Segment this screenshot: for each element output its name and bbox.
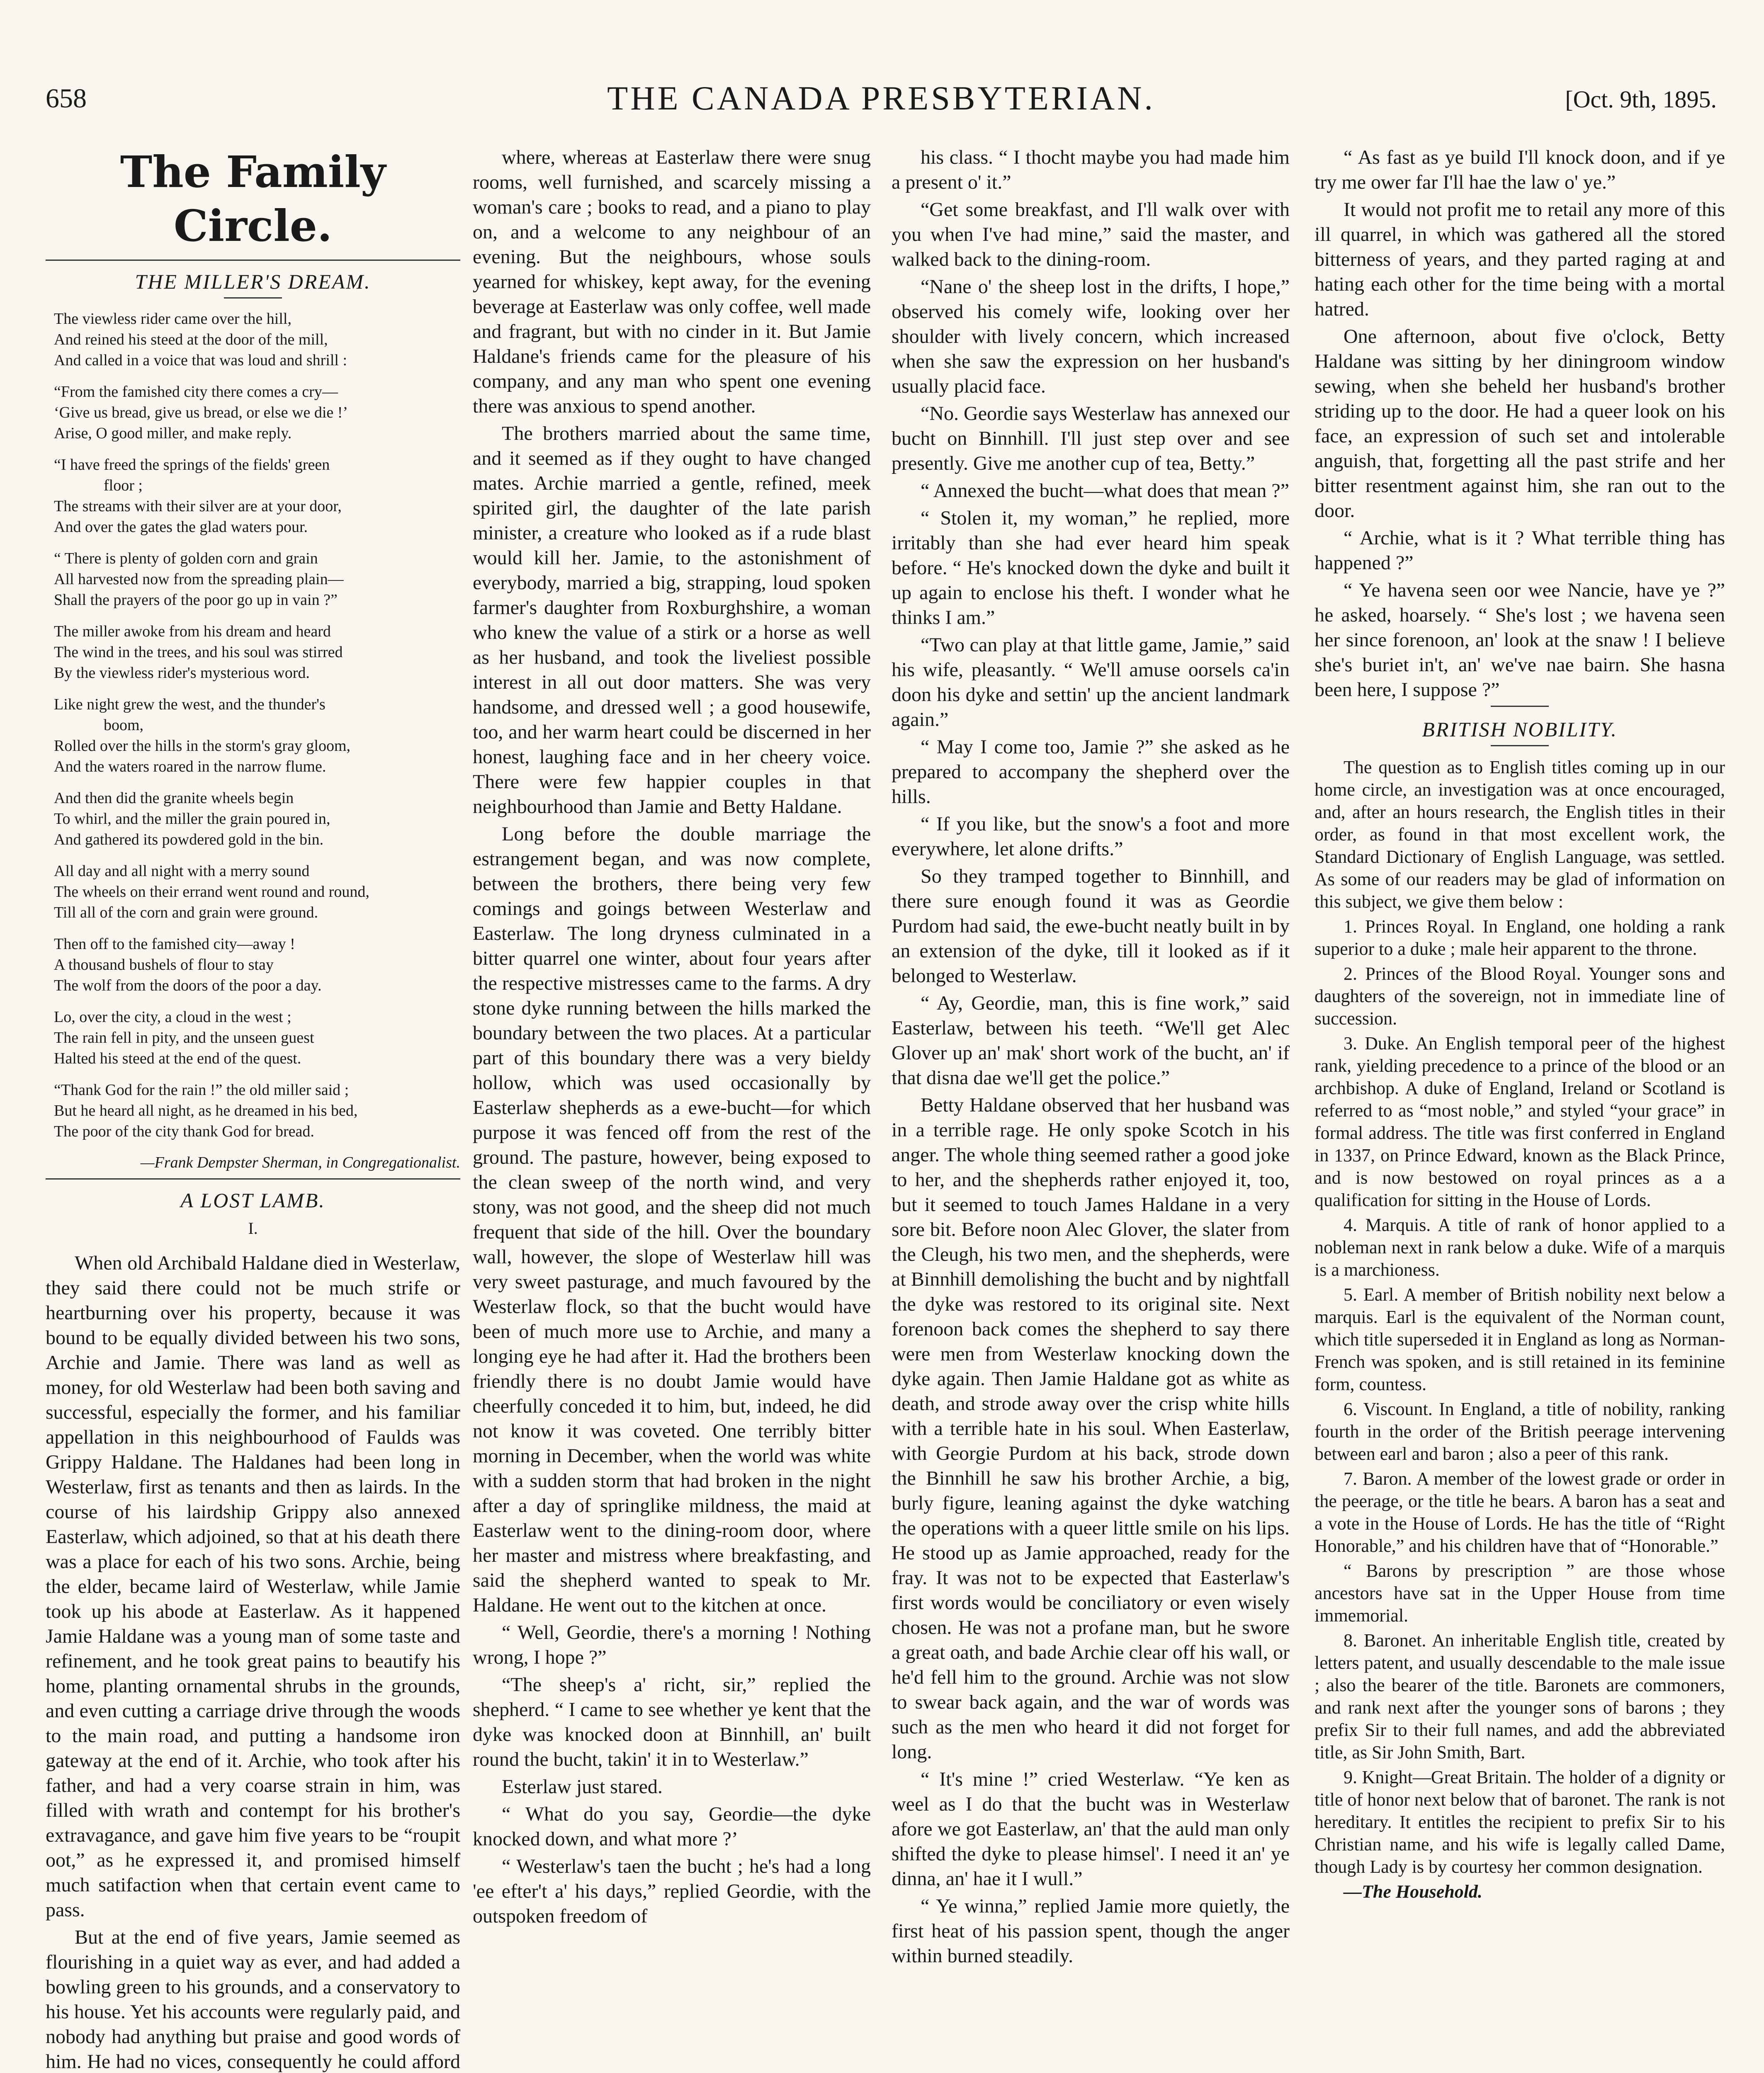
story-paragraph: “ Well, Geordie, there's a morning ! Nothing wrong, I hope ?”	[473, 1622, 871, 1668]
poem-line: And gathered its powdered gold in the bin.	[54, 831, 324, 848]
poem-stanza	[54, 454, 460, 537]
nobility-intro: The question as to English titles coming up in our home circle, an investigation was at once encouraged, and, after an hours research, the English titles in their order, as found in that most excellent work, the Standard Dictionary of English Language, was settled. As some of our readers may be glad of information on this subject, we give them below :	[1314, 757, 1725, 912]
poem-stanza	[54, 861, 460, 923]
nobility-item: 5. Earl. A member of British nobility next below a marquis. Earl is the equivalent of the Norman count, which title superseded it in England as long as Norman-French was spoken, and is still retained in its feminine form, countess.	[1314, 1284, 1725, 1394]
poem-line: The wheels on their errand went round and round,	[54, 883, 369, 901]
story-paragraph: “ What do you say, Geordie—the dyke knocked down, and what more ?’	[473, 1803, 871, 1850]
poem-line: Till all of the corn and grain were ground.	[54, 904, 318, 921]
poem-line: And called in a voice that was loud and shrill :	[54, 352, 347, 369]
story-paragraph: Betty Haldane observed that her husband was in a terrible rage. He only spoke Scotch in his anger. The whole thing seemed rather a good joke to her, and the shepherds rather enjoyed it, too, but it seemed to touch James Haldane in a very sore bit. Before noon Alec Glover, the slater from the Cleugh, his two men, and the shepherds, were at Binnhill demolishing the bucht and by nightfall the dyke was restored to its original site. Next forenoon back comes the shepherd to say there were men from Westerlaw knocking down the dyke again. Then Jamie Haldane got as white as death, and strode away over the crisp white hills with a terrible hate in his soul. When Easterlaw, with Georgie Purdom at his back, strode down the Binnhill he saw his brother Archie, a big, burly figure, leaning against the dyke watching the operations with a queer little smile on his lips. He stood up as Jamie approached, ready for the fray. It was not to be expected that Easterlaw's first words would be conciliatory or even wisely chosen. He was not a profane man, but he swore a great oath, and bade Archie clear off his wall, or he'd fell him to the ground. Archie was not slow to swear back again, and the war of words was such as the men who heard it did not forget for long.	[892, 1094, 1290, 1763]
story-paragraph: “No. Geordie says Westerlaw has annexed our bucht on Binnhill. I'll just step over and see presently. Give me another cup of tea, Betty.”	[892, 403, 1290, 474]
nobility-source: —The Household.	[1344, 1881, 1482, 1902]
poem-attribution: —Frank Dempster Sherman, in Congregationalist.	[140, 1154, 460, 1171]
poem-line: floor ;	[104, 477, 143, 494]
issue-date: [Oct. 9th, 1895.	[1565, 86, 1717, 113]
chapter-number: I.	[248, 1219, 258, 1238]
poem-stanza	[54, 548, 460, 610]
story-text-col1	[46, 1251, 460, 2073]
divider	[46, 260, 460, 261]
poem-line: Shall the prayers of the poor go up in vain ?”	[54, 591, 338, 609]
divider	[1491, 706, 1549, 707]
page-header	[46, 79, 1717, 129]
story-paragraph: Esterlaw just stared.	[502, 1776, 663, 1798]
poem-line: Like night grew the west, and the thunder's	[54, 696, 326, 713]
story-paragraph: “ It's mine !” cried Westerlaw. “Ye ken as weel as I do that the bucht was in Westerlaw afore we got Easterlaw, an' that the auld man only shifted the dyke to please himsel'. I need it an' ye dinna, an' hae it I wull.”	[892, 1768, 1290, 1890]
poem-stanza	[54, 621, 460, 683]
nobility-item: 2. Princes of the Blood Royal. Younger sons and daughters of the sovereign, not in immediate line of succession.	[1314, 964, 1725, 1029]
column-1	[46, 145, 460, 2073]
poem-line: The wind in the trees, and his soul was stirred	[54, 643, 343, 661]
nobility-item: 8. Baronet. An inheritable English title, created by letters patent, and usually descendable to the male issue ; also the bearer of the title. Baronets are commoners, and rank next after the younger sons of barons ; they prefix Sir to their full names, and add the abbreviated title, as Sir John Smith, Bart.	[1314, 1630, 1725, 1762]
story-paragraph: But at the end of five years, Jamie seemed as flourishing in a quiet way as ever, and had added a bowling green to his grounds, and a conservatory to his house. Yet his accounts were regularly paid, and nobody had anything but praise and good words of him. He had no vices, consequently he could afford	[46, 1926, 460, 2073]
poem-line: Halted his steed at the end of the quest.	[54, 1050, 301, 1067]
poem-line: The miller awoke from his dream and heard	[54, 623, 331, 640]
poem-line: The viewless rider came over the hill,	[54, 310, 292, 328]
poem-line: The poor of the city thank God for bread.	[54, 1123, 314, 1140]
poem-stanza	[54, 1080, 460, 1142]
poem-line: The wolf from the doors of the poor a day.	[54, 977, 322, 994]
story-paragraph: It would not profit me to retail any more of this ill quarrel, in which was gathered all the stored bitterness of years, and they parted raging at and hating each other for the time being with a mortal hatred.	[1314, 199, 1725, 320]
story-paragraph: his class. “ I thocht maybe you had made him a present o' it.”	[892, 146, 1290, 193]
poem-line: “From the famished city there comes a cry—	[54, 383, 338, 401]
story-paragraph: “ Ye winna,” replied Jamie more quietly, the first heat of his passion spent, though the anger within burned steadily.	[892, 1895, 1290, 1967]
nobility-item: 7. Baron. A member of the lowest grade or order in the peerage, or the title he bears. A baron has a seat and a vote in the House of Lords. He has the title of “Right Honorable,” and his children have that of “Honorable.”	[1314, 1469, 1725, 1556]
story-paragraph: “ Westerlaw's taen the bucht ; he's had a long 'ee efter't a' his days,” replied Geordie, with the outspoken freedom of	[473, 1855, 871, 1927]
story-paragraph: When old Archibald Haldane died in Westerlaw, they said there could not be much strife or heartburning over his property, because it was bound to be equally divided between his two sons, Archie and Jamie. There was land as well as money, for old Westerlaw had been both saving and successful, especially the former, and his familiar appellation in this neighbourhood of Faulds was Grippy Haldane. The Haldanes had been long in Westerlaw, first as tenants and then as lairds. In the course of his lairdship Grippy also annexed Easterlaw, which adjoined, so that at his death there was a place for each of his two sons. Archie, being the elder, became laird of Westerlaw, while Jamie took up his abode at Easterlaw. As it happened Jamie Haldane was a young man of some taste and refinement, and he took great pains to beautify his home, planting ornamental shrubs in the grounds, and even cutting a carriage drive through the woods to the main road, and putting a handsome iron gateway at the end of it. Archie, who took after his father, and had a very coarse strain in him, was filled with wrath and contempt for his brother's extravagance, and gave him five years to be “roupit oot,” as he expressed it, and promised himself much satifaction when that certain event came to pass.	[46, 1252, 460, 1921]
nobility-item: 3. Duke. An English temporal peer of the highest rank, yielding precedence to a prince of the blood or an archbishop. A duke of England, Ireland or Scotland is referred to as “most noble,” and styled “your grace” in formal address. The title was first conferred in England in 1337, on Prince Edward, known as the Black Prince, and is now bestowed on royal princes as a a qualification for sitting in the House of Lords.	[1314, 1033, 1725, 1210]
poem-line: By the viewless rider's mysterious word.	[54, 664, 310, 682]
nobility-title: BRITISH NOBILITY.	[1422, 718, 1618, 741]
poem-line: But he heard all night, as he dreamed in his bed,	[54, 1102, 358, 1119]
nobility-item: 4. Marquis. A title of rank of honor applied to a nobleman next in rank below a duke. Wife of a marquis is a marchioness.	[1314, 1215, 1725, 1280]
poem-line: boom,	[104, 716, 144, 734]
story-paragraph: “Get some breakfast, and I'll walk over with you when I've had mine,” said the master, and walked back to the dining-room.	[892, 199, 1290, 270]
column-4	[1314, 145, 1725, 1906]
poem-line: All harvested now from the spreading plain—	[54, 570, 344, 588]
poem-line: And then did the granite wheels begin	[54, 789, 294, 807]
nobility-list	[1314, 915, 1725, 1878]
story-paragraph: “ Ye havena seen oor wee Nancie, have ye ?” he asked, hoarsely. “ She's lost ; we havena seen her since forenoon, an' look at the snaw ! I believe she's buriet in't, an' we've nae bairn. She hasna been here, I suppose ?”	[1314, 579, 1725, 701]
story-paragraph: “ As fast as ye build I'll knock doon, and if ye try me ower far I'll hae the law o' ye.”	[1314, 146, 1725, 193]
poem-line: And over the gates the glad waters pour.	[54, 518, 308, 536]
poem-stanza	[54, 694, 460, 777]
story-paragraph: “Two can play at that little game, Jamie,” said his wife, pleasantly. “ We'll amuse oorsels ca'in doon his dyke and settin' up the ancient landmark again.”	[892, 634, 1290, 731]
story-paragraph: The brothers married about the same time, and it seemed as if they ought to have changed mates. Archie married a gentle, refined, meek spirited girl, the daughter of the late parish minister, a creature who looked as if a rude blast would kill her. Jamie, to the astonishment of everybody, married a big, strapping, loud spoken farmer's daughter from Roxburghshire, a woman who knew the value of a stirk or a horse as well as her husband, and took the liveliest possible interest in all out door matters. She was very handsome, and dressed well ; a good housewife, too, and her warm heart could be discerned in her honest, laughing face and in her cheery voice. There were few happier couples in that neighbourhood than Jamie and Betty Haldane.	[473, 422, 871, 818]
nobility-item: “ Barons by prescription ” are those whose ancestors have sat in the Upper House from time immemorial.	[1314, 1561, 1725, 1626]
story-text-col2	[473, 145, 871, 1931]
divider	[46, 1178, 460, 1180]
story-paragraph: Long before the double marriage the estrangement began, and was now complete, between the brothers, there being very few comings and goings between Westerlaw and Easterlaw. The long dryness culminated in a bitter quarrel one winter, about four years after the respective mistresses came to the farms. A dry stone dyke running between the hills marked the boundary between the two places. At a particular part of this boundary there was a very bieldy hollow, which was used occasionally by Easterlaw shepherds as a ewe-bucht—for which purpose it was fenced off from the rest of the ground. The pasture, however, being exposed to the clean sweep of the north wind, and very stony, was not good, and the sheep did not much frequent that side of the hill. Over the boundary wall, however, the slope of Westerlaw hill was very sweet pasturage, and much favoured by the Westerlaw flock, so that the bucht would have been of much more use to Archie, and many a longing eye he had after it. Had the brothers been friendly there is no doubt Jamie would have cheerfully conceded it to him, but, indeed, he did not know it was coveted. One terribly bitter morning in December, when the world was white with a sudden storm that had broken in the night after a day of springlike mildness, the maid at Easterlaw went to the dining-room door, where her master and mistress where breakfasting, and said the shepherd wanted to speak to Mr. Haldane. He went out to the kitchen at once.	[473, 823, 871, 1616]
poem-line: Arise, O good miller, and make reply.	[54, 425, 292, 442]
poem-line: “I have freed the springs of the fields' green	[54, 456, 330, 473]
story-text-col3	[892, 145, 1290, 1971]
poem-line: “ There is plenty of golden corn and grain	[54, 550, 318, 567]
poem-line: Lo, over the city, a cloud in the west ;	[54, 1008, 292, 1026]
poem-line: All day and all night with a merry sound	[54, 862, 310, 880]
family-circle-title: The Family Circle.	[120, 146, 386, 251]
divider	[1491, 745, 1549, 746]
poem-line: “Thank God for the rain !” the old miller said ;	[54, 1081, 349, 1099]
poem-line: Then off to the famished city—away !	[54, 935, 295, 953]
story-paragraph: “ Stolen it, my woman,” he replied, more irritably than she had ever heard him speak before. “ He's knocked down the dyke and built it up again to enclose his theft. I wonder what he thinks I am.”	[892, 507, 1290, 629]
poem-line: Rolled over the hills in the storm's gray gloom,	[54, 737, 351, 755]
story-paragraph: “ If you like, but the snow's a foot and more everywhere, let alone drifts.”	[892, 813, 1290, 860]
poem-line: And reined his steed at the door of the mill,	[54, 331, 328, 348]
story-paragraph: “ Archie, what is it ? What terrible thing has happened ?”	[1314, 527, 1725, 574]
nobility-item: 6. Viscount. In England, a title of nobility, ranking fourth in the order of the British peerage intervening between earl and baron ; also a peer of this rank.	[1314, 1399, 1725, 1464]
poem-line: To whirl, and the miller the grain poured in,	[54, 810, 330, 828]
story-title: A LOST LAMB.	[180, 1189, 326, 1212]
story-paragraph: “ May I come too, Jamie ?” she asked as he prepared to accompany the shepherd over the hills.	[892, 736, 1290, 808]
poem-line: A thousand bushels of flour to stay	[54, 956, 274, 973]
divider	[224, 297, 282, 299]
poem-stanza	[54, 1007, 460, 1069]
story-text-col4	[1314, 145, 1725, 702]
story-paragraph: where, whereas at Easterlaw there were snug rooms, well furnished, and scarcely missing a woman's care ; books to read, and a piano to play on, and a welcome to any neighbour of an evening. But the neighbours, whose souls yearned for whiskey, kept away, for the evening beverage at Easterlaw was only coffee, well made and fragrant, but with no cinder in it. But Jamie Haldane's friends came for the pleasure of his company, and any man who spent one evening there was anxious to spend another.	[473, 146, 871, 417]
poem-line: The rain fell in pity, and the unseen guest	[54, 1029, 314, 1046]
poem-line: ‘Give us bread, give us bread, or else we die !’	[54, 404, 348, 421]
story-paragraph: One afternoon, about five o'clock, Betty Haldane was sitting by her diningroom window sewing, when she beheld her husband's brother striding up to the door. He had a queer look on his face, an expression of such set and intolerable anguish, that, forgetting all the past strife and her bitter resentment against him, she ran out to the door.	[1314, 325, 1725, 522]
poem-title: THE MILLER'S DREAM.	[135, 270, 371, 293]
poem-body	[54, 308, 460, 1142]
story-paragraph: “ Ay, Geordie, man, this is fine work,” said Easterlaw, between his teeth. “We'll get Alec Glover up an' mak' short work of the bucht, an' if that disna dae we'll get the police.”	[892, 992, 1290, 1089]
poem-stanza	[54, 381, 460, 444]
nobility-item: 1. Princes Royal. In England, one holding a rank superior to a duke ; male heir apparent to the throne.	[1314, 916, 1725, 959]
story-paragraph: “Nane o' the sheep lost in the drifts, I hope,” observed his comely wife, looking over her shoulder with lively concern, which increased when she saw the expression on her husband's usually placid face.	[892, 276, 1290, 397]
poem-stanza	[54, 934, 460, 996]
poem-stanza	[54, 788, 460, 850]
story-paragraph: “ Annexed the bucht—what does that mean ?”	[921, 480, 1290, 502]
page-number: 658	[46, 83, 87, 114]
poem-line: And the waters roared in the narrow flume.	[54, 758, 326, 775]
poem-stanza	[54, 308, 460, 371]
masthead: THE CANADA PRESBYTERIAN.	[607, 79, 1155, 117]
nobility-item: 9. Knight—Great Britain. The holder of a dignity or title of honor next below that of baronet. The rank is not hereditary. It entitles the recipient to prefix Sir to his Christian name, and his wife is legally called Dame, though Lady is by courtesy her common designation.	[1314, 1767, 1725, 1877]
poem-line: The streams with their silver are at your door,	[54, 498, 342, 515]
story-paragraph: “The sheep's a' richt, sir,” replied the shepherd. “ I came to see whether ye kent that the dyke was knocked doon at Binnhill, an' built round the bucht, takin' it in to Westerlaw.”	[473, 1674, 871, 1770]
story-paragraph: So they tramped together to Binnhill, and there sure enough found it was as Geordie Purdom had said, the ewe-bucht neatly built in by an extension of the dyke, till it looked as if it belonged to Westerlaw.	[892, 865, 1290, 987]
